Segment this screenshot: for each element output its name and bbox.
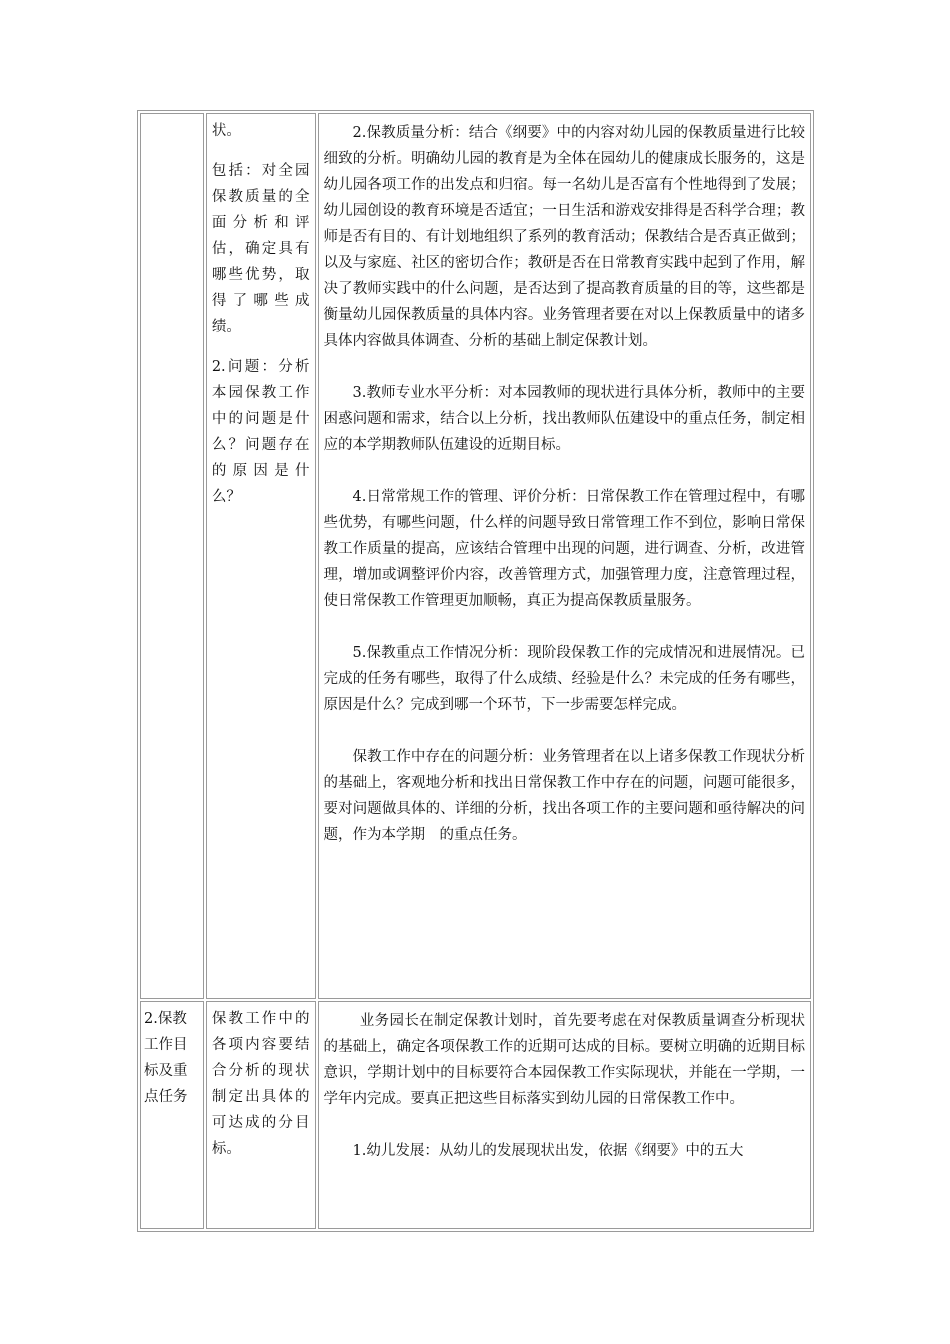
summary-paragraph: 保教工作中的各项内容要结合分析的现状制定出具体的可达成的分目标。 xyxy=(211,1011,310,1157)
table-row xyxy=(140,1001,811,1229)
summary-paragraph: 状。 xyxy=(211,123,241,139)
detail-paragraph: 2.保教质量分析：结合《纲要》中的内容对幼儿园的保教质量进行比较细致的分析。明确幼儿园的教育是为全体在园幼儿的健康成长服务的，这是幼儿园各项工作的出发点和归宿。每一名幼儿是否富有个性地得到了发展；幼儿园创设的教育环境是否适宜；一日生活和游戏安排得是否科学合理；教师是否有目的、有计划地组织了系列的教育活动；保教结合是否真正做到；以及与家庭、社区的密切合作；教研是否在日常教育实践中起到了作用，解决了教师实践中的什么问题，是否达到了提高教育质量的目的等，这些都是衡量幼儿园保教质量的具体内容。业务管理者要在对以上保教质量中的诸多具体内容做具体调查、分析的基础上制定保教计划。 xyxy=(323,125,805,349)
detail-paragraph: 4.日常常规工作的管理、评价分析：日常保教工作在管理过程中，有哪些优势，有哪些问题，什么样的问题导致日常管理工作不到位，影响日常保教工作质量的提高，应该结合管理中出现的问题，进行调查、分析，改进管理，增加或调整评价内容，改善管理方式，加强管理力度，注意管理过程，使日常保教工作管理更加顺畅，真正为提高保教质量服务。 xyxy=(323,489,805,609)
category-cell xyxy=(140,113,204,999)
detail-paragraph: 保教工作中存在的问题分析：业务管理者在以上诸多保教工作现状分析的基础上，客观地分析和找出日常保教工作中存在的问题，问题可能很多，要对问题做具体的、详细的分析，找出各项工作的主要问题和亟待解决的问题，作为本学期 的重点任务。 xyxy=(323,749,805,843)
detail-paragraph: 3.教师专业水平分析：对本园教师的现状进行具体分析，教师中的主要困惑问题和需求，结合以上分析，找出教师队伍建设中的重点任务，制定相应的本学期教师队伍建设的近期目标。 xyxy=(323,385,805,453)
category-cell xyxy=(140,1001,204,1229)
summary-cell xyxy=(206,113,316,999)
detail-paragraph: 5.保教重点工作情况分析：现阶段保教工作的完成情况和进展情况。已完成的任务有哪些，取得了什么成绩、经验是什么？未完成的任务有哪些，原因是什么？完成到哪一个环节，下一步需要怎样完成。 xyxy=(323,645,805,713)
table-row xyxy=(140,113,811,999)
detail-paragraph: 业务园长在制定保教计划时，首先要考虑在对保教质量调查分析现状的基础上，确定各项保教工作的近期可达成的目标。要树立明确的近期目标意识，学期计划中的目标要符合本园保教工作实际现状，并能在一学期，一学年内完成。要真正把这些目标落实到幼儿园的日常保教工作中。 xyxy=(323,1013,805,1107)
summary-cell xyxy=(206,1001,316,1229)
detail-cell xyxy=(318,1001,811,1229)
category-text: 2.保教工作目标及重点任务 xyxy=(144,1011,188,1105)
content-table xyxy=(137,110,814,1232)
detail-cell xyxy=(318,113,811,999)
detail-paragraph: 1.幼儿发展：从幼儿的发展现状出发，依据《纲要》中的五大 xyxy=(352,1143,744,1159)
summary-paragraph: 2.问题：分析本园保教工作中的问题是什么？问题存在的原因是什么？ xyxy=(211,359,310,505)
summary-paragraph: 包括：对全园保教质量的全面分析和评估，确定具有哪些优势，取得了哪些成绩。 xyxy=(211,163,310,335)
